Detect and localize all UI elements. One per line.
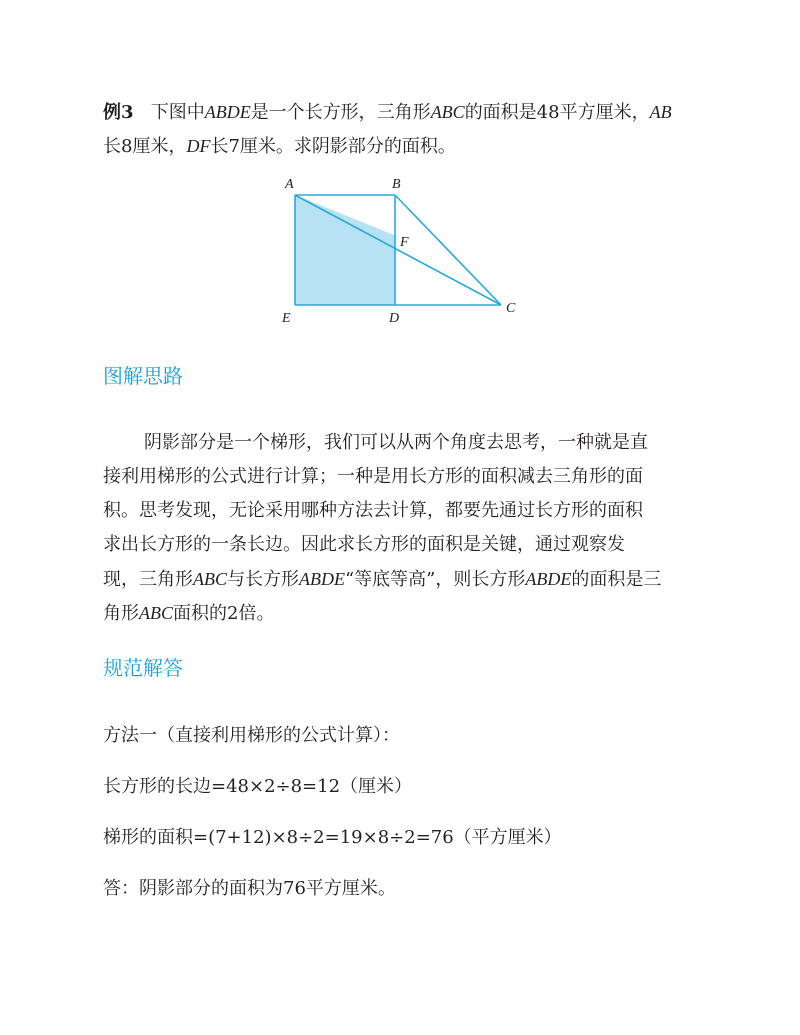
paragraph-line: 阴影部分是一个梯形，我们可以从两个角度去思考，一种就是直 (144, 432, 648, 453)
paragraph-text: 现，三角形 (103, 569, 193, 590)
section-title-answer: 规范解答 (103, 656, 183, 680)
final-answer: 答：阴影部分的面积为76平方厘米。 (103, 878, 396, 899)
shaded-trapezoid (295, 195, 395, 305)
point-label-b: B (392, 177, 401, 192)
section-title-thinking: 图解思路 (103, 364, 183, 388)
problem-text: 的面积是48平方厘米， (464, 102, 650, 123)
problem-statement (103, 95, 703, 163)
triangle-name: ABC (430, 102, 465, 122)
paragraph-text: “等底等高”，则长方形 (344, 569, 526, 590)
example-label: 例3 (103, 102, 134, 123)
thinking-paragraph (103, 426, 713, 630)
rect-name: ABDE (525, 569, 572, 589)
paragraph-line (103, 562, 713, 596)
geometry-figure (270, 170, 530, 330)
paragraph-line: 求出长方形的一条长边。因此求长方形的面积是关键，通过观察发 (103, 534, 625, 555)
solution-step-2: 梯形的面积=(7+12)×8÷2=19×8÷2=76（平方厘米） (103, 827, 562, 848)
triangle-name: ABC (193, 569, 227, 589)
point-label-d: D (389, 311, 400, 326)
point-label-c: C (506, 301, 516, 316)
rect-name: ABDE (204, 102, 251, 122)
point-label-a: A (285, 177, 294, 192)
paragraph-text: 面积的2倍。 (173, 603, 275, 624)
segment-bc (395, 195, 501, 305)
paragraph-text: 与长方形 (227, 569, 299, 590)
solution-step-1: 长方形的长边=48×2÷8=12（厘米） (103, 776, 413, 797)
problem-text: 长8厘米， (103, 136, 187, 157)
paragraph-text: 的面积是三 (571, 569, 662, 590)
triangle-name: ABC (139, 603, 173, 623)
paragraph-text: 角形 (103, 603, 139, 624)
problem-line-1 (103, 95, 703, 129)
point-label-f: F (400, 235, 409, 250)
paragraph-line: 接利用梯形的公式进行计算；一种是用长方形的面积减去三角形的面 (103, 466, 643, 487)
problem-text: 是一个长方形，三角形 (250, 102, 431, 123)
rect-name: ABDE (299, 569, 345, 589)
segment-name: AB (649, 102, 672, 122)
problem-line-2 (103, 129, 703, 163)
point-label-e: E (282, 311, 291, 326)
paragraph-line (103, 596, 713, 630)
method-heading: 方法一（直接利用梯形的公式计算）： (103, 725, 400, 746)
segment-name: DF (186, 136, 211, 156)
problem-text: 下图中 (150, 102, 205, 123)
paragraph-line: 积。思考发现，无论采用哪种方法去计算，都要先通过长方形的面积 (103, 500, 643, 521)
problem-text: 长7厘米。求阴影部分的面积。 (210, 136, 456, 157)
